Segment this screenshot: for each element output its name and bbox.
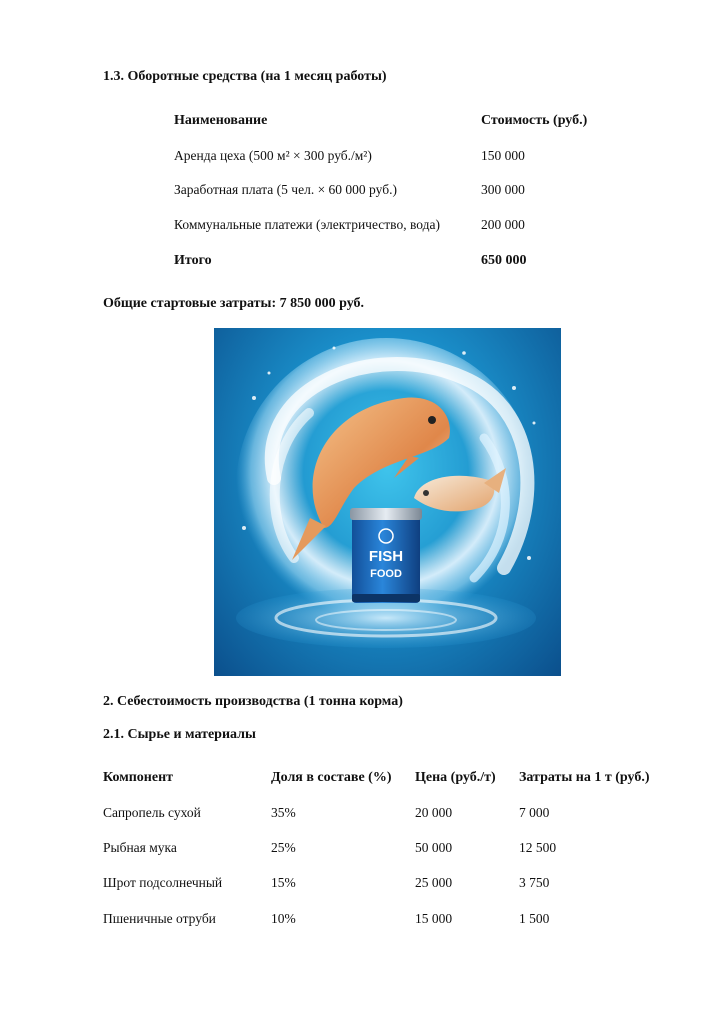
table-cell: 150 000 xyxy=(481,148,525,163)
fish-food-can xyxy=(350,508,422,603)
table-header: Затраты на 1 т (руб.) xyxy=(519,770,650,785)
table-cell: Рыбная мука xyxy=(103,840,177,855)
table-cell: Заработная плата (5 чел. × 60 000 руб.) xyxy=(174,182,397,197)
table-cell: 12 500 xyxy=(519,840,557,855)
table-cell: 7 000 xyxy=(519,805,550,820)
table-cell: Сапропель сухой xyxy=(103,805,201,820)
table-cell: 25 000 xyxy=(415,875,453,890)
table-cell: 200 000 xyxy=(481,217,525,232)
can-label-line2: FOOD xyxy=(370,568,402,580)
table-cell: 25% xyxy=(271,840,296,855)
table-cell: 35% xyxy=(271,805,296,820)
total-startup-costs: Общие стартовые затраты: 7 850 000 руб. xyxy=(103,296,365,311)
table-cell: Шрот подсолнечный xyxy=(103,875,223,890)
table-cell: Пшеничные отруби xyxy=(103,911,216,926)
section-title-2: 2. Себестоимость производства (1 тонна корма) xyxy=(103,694,403,709)
table-header: Доля в составе (%) xyxy=(271,770,392,785)
table-cell: 50 000 xyxy=(415,840,453,855)
table-total-value: 650 000 xyxy=(481,253,527,268)
can-label-line1: FISH xyxy=(368,548,404,565)
table-total-label: Итого xyxy=(174,253,212,268)
table-cell: Коммунальные платежи (электричество, вода) xyxy=(174,217,440,232)
table-header-name: Наименование xyxy=(174,113,268,128)
table-header-cost: Стоимость (руб.) xyxy=(481,113,588,128)
table-cell: 1 500 xyxy=(519,911,550,926)
table-header: Цена (руб./т) xyxy=(415,770,496,785)
table-cell: 3 750 xyxy=(519,875,550,890)
table-cell: 15 000 xyxy=(415,911,453,926)
table-cell: 10% xyxy=(271,911,296,926)
section-title-1-3: 1.3. Оборотные средства (на 1 месяц работы) xyxy=(103,69,387,84)
table-cell: 20 000 xyxy=(415,805,453,820)
table-cell: Аренда цеха (500 м² × 300 руб./м²) xyxy=(174,148,372,163)
section-title-2-1: 2.1. Сырье и материалы xyxy=(103,727,256,742)
fish-food-can-photo xyxy=(214,328,561,676)
table-header: Компонент xyxy=(103,770,174,785)
table-cell: 15% xyxy=(271,875,296,890)
table-cell: 300 000 xyxy=(481,182,525,197)
